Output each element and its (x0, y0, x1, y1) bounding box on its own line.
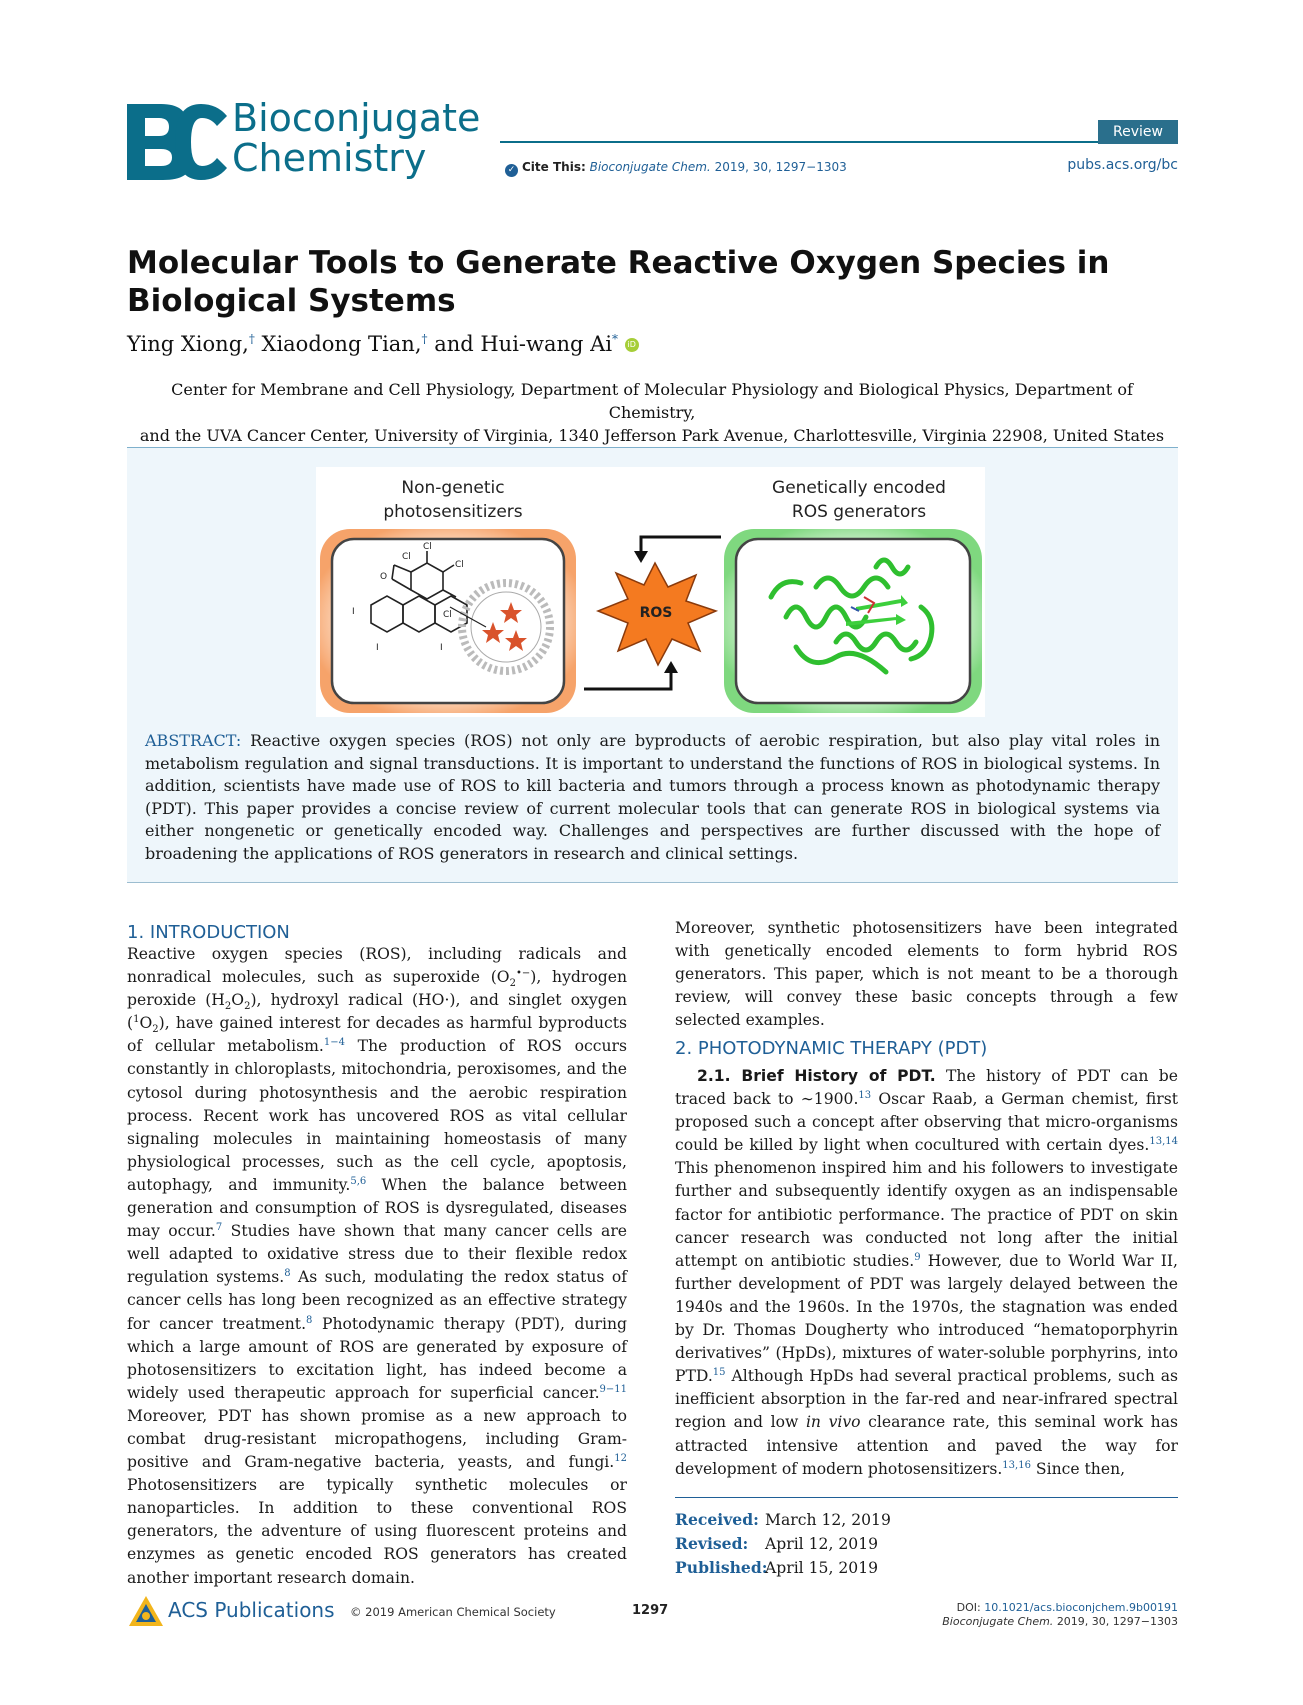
text-run: Oscar Raab, a German chemist, first proposed such a concept after observing that micro-organisms could be killed by light when cocultured with certain dyes. (675, 1090, 1179, 1155)
reference-link[interactable]: 1−4 (323, 1037, 345, 1049)
text-run: As such, modulating the redox status of cancer cells has long been recognized as an effective strategy for cancer treatment. (127, 1268, 627, 1333)
received-label: Received: (675, 1510, 759, 1529)
text-run: The production of ROS occurs constantly in chloroplasts, mitochondria, peroxisomes, and the cytosol during photosynthesis and the aerobic respiration process. Recent work has uncovered ROS as vital cellular signaling molecules in maintaining homeostasis of many physiological processes, such as the cell cycle, apoptosis, autophagy, and immunity. (127, 1037, 627, 1194)
reference-link[interactable]: 7 (215, 1221, 223, 1233)
text-run: This phenomenon inspired him and his followers to investigate further and subsequently identify oxygen as an indispensable factor for antibiotic performance. The practice of PDT on skin cancer research was conducted not long after the initial attempt on antibiotic studies. (675, 1159, 1178, 1270)
atom-label: Cl (423, 542, 432, 552)
atom-label: Cl (455, 560, 464, 570)
toc-left-label-2: photosensitizers (383, 502, 523, 522)
toc-right-label-1: Genetically encoded (772, 478, 946, 498)
text-run: Photosensitizers are typically synthetic molecules or nanoparticles. In addition to these conventional ROS generators, the adventure of using fluorescent proteins and enzymes as genetic encoded ROS generators has created another important research domain. (127, 1476, 627, 1587)
subscript: 2 (224, 1001, 232, 1013)
author-list (127, 332, 639, 356)
text-run: clearance rate, this seminal work has attracted intensive attention and paved the way for development of modern photosensitizers. (675, 1413, 1179, 1478)
toc-graphic (316, 467, 985, 717)
text-run: ), have gained interest for decades as harmful byproducts of cellular metabolism. (127, 1014, 627, 1056)
author-mark: * (612, 332, 619, 346)
atom-label: I (440, 643, 443, 653)
reference-link[interactable]: 8 (306, 1314, 313, 1326)
arrow-head-icon (634, 551, 648, 563)
affiliation-line: Center for Membrane and Cell Physiology, Department of Molecular Physiology and Biological Physics, Department of Chemistry, (171, 380, 1133, 422)
subscript: 2 (509, 978, 516, 990)
header-rule (500, 141, 1178, 143)
text-run: ), hydroxyl radical (HO·), and singlet oxygen ( (127, 991, 627, 1033)
subscript: 2 (152, 1024, 159, 1036)
page-number: 1297 (632, 1603, 669, 1618)
reference-link[interactable]: 9 (914, 1251, 921, 1263)
text-run: Although HpDs had several practical problems, such as inefficient absorption in the far-red and near-infrared spectral region and low (675, 1367, 1178, 1432)
atom-label: Cl (443, 610, 452, 620)
affiliation-line: and the UVA Cancer Center, University of Virginia, 1340 Jefferson Park Avenue, Charlottesville, Virginia 22908, United States (139, 426, 1165, 445)
subsection-heading: 2.1. Brief History of PDT. (697, 1067, 936, 1085)
doi-block (942, 1601, 1178, 1629)
footer-journal: Bioconjugate Chem. (942, 1615, 1054, 1628)
reference-link[interactable]: 13 (858, 1089, 872, 1101)
text-run: ), hydrogen peroxide (H (127, 968, 627, 1010)
abstract-body: Reactive oxygen species (ROS) not only are byproducts of aerobic respiration, but also play vital roles in metabolism regulation and signal transductions. It is important to understand the functions of ROS in biological systems. In addition, scientists have made use of ROS to kill bacteria and tumors through a process known as photodynamic therapy (PDT). This paper provides a concise review of current molecular tools that can generate ROS in biological systems via either nongenetic or genetically encoded way. Challenges and perspectives are further discussed with the hope of broadening the applications of ROS generators in research and clinical settings. (145, 731, 1160, 863)
text-run: O (231, 991, 245, 1010)
text-run: When the balance between generation and consumption of ROS is dysregulated, diseases may occur. (127, 1175, 628, 1241)
author-name[interactable]: Xiaodong Tian, (261, 332, 422, 356)
text-run: Moreover, PDT has shown promise as a new approach to combat drug-resistant micropathogens, including Gram-positive and Gram-negative bacteria, yeasts, and fungi. (127, 1406, 627, 1472)
author-mark: † (421, 332, 428, 346)
reference-link[interactable]: 5,6 (350, 1175, 367, 1187)
cite-journal: Bioconjugate Chem. (589, 160, 711, 174)
publication-dates (675, 1508, 891, 1580)
reference-link[interactable]: 12 (614, 1452, 627, 1464)
copyright: © 2019 American Chemical Society (350, 1605, 556, 1619)
author-name[interactable]: and Hui-wang Ai (434, 332, 613, 356)
arrow-bottom (584, 671, 671, 689)
section-heading-introduction: 1. INTRODUCTION (127, 922, 290, 943)
atom-label: I (465, 603, 468, 613)
article-type-badge: Review (1098, 120, 1178, 144)
reference-link[interactable]: 13,16 (1002, 1459, 1031, 1471)
journal-logo-bc (125, 100, 229, 184)
check-icon: ✓ (505, 164, 518, 177)
text-run: Reactive oxygen species (ROS), including radicals and nonradical molecules, such as superoxide (O (127, 945, 627, 987)
atom-label: I (376, 643, 379, 653)
author-name[interactable]: Ying Xiong, (127, 332, 249, 356)
reference-link[interactable]: 9−11 (599, 1383, 627, 1395)
orcid-icon[interactable]: iD (625, 338, 639, 352)
reference-link[interactable]: 13,14 (1149, 1136, 1178, 1148)
text-run: Since then, (1030, 1459, 1126, 1478)
arrow-head-icon (664, 661, 678, 673)
atom-label: O (380, 572, 388, 582)
doi-link[interactable]: 10.1021/acs.bioconjchem.9b00191 (984, 1601, 1178, 1614)
journal-name-line1: Bioconjugate (232, 96, 481, 140)
section-heading-pdt: 2. PHOTODYNAMIC THERAPY (PDT) (675, 1038, 988, 1059)
italic-run: in vivo (805, 1413, 861, 1432)
doi-label: DOI: (956, 1601, 981, 1614)
reference-link[interactable]: 15 (712, 1367, 726, 1379)
affiliation (127, 378, 1177, 447)
revised-date: April 12, 2019 (765, 1535, 879, 1553)
published-date: April 15, 2019 (765, 1559, 879, 1577)
superscript: •− (515, 967, 531, 979)
superscript: 1 (133, 1014, 140, 1026)
atom-label: Cl (402, 552, 411, 562)
journal-name-line2: Chemistry (232, 136, 427, 180)
toc-right-label-2: ROS generators (791, 502, 927, 522)
acs-logo-icon[interactable] (127, 1594, 165, 1630)
cite-this[interactable] (505, 160, 847, 177)
cite-label: Cite This: (522, 160, 586, 174)
text-run: O (139, 1014, 153, 1033)
publisher-name[interactable]: ACS Publications (168, 1598, 335, 1622)
author-mark: † (248, 332, 255, 346)
intro-paragraph (127, 943, 627, 1590)
intro-paragraph-continued: Moreover, synthetic photosensitizers have been integrated with genetically encoded elements to form hybrid ROS generators. This paper, which is not meant to be a thorough review, will convey these basic concepts through a few selected examples. (675, 919, 1178, 1030)
atom-label: I (352, 607, 355, 617)
cite-details: 2019, 30, 1297−1303 (714, 160, 847, 174)
revised-label: Revised: (675, 1534, 749, 1553)
text-run: However, due to World War II, further development of PDT was largely delayed between the 1940s and the 1960s. In the 1970s, the stagnation was ended by Dr. Thomas Dougherty who introduced “hematoporphyrin derivatives” (HpDs), mixtures of water-soluble porphyrins, into PTD. (675, 1251, 1178, 1386)
ros-label: ROS (639, 605, 673, 621)
text-run: Photodynamic therapy (PDT), during which a large amount of ROS are generated by exposure of photosensitizers to excitation light, has indeed become a widely used therapeutic approach for superficial cancer. (127, 1314, 628, 1402)
article-title: Molecular Tools to Generate Reactive Oxygen Species in Biological Systems (127, 245, 1110, 319)
footer-citation: 2019, 30, 1297−1303 (1056, 1615, 1178, 1628)
text-run: Studies have shown that many cancer cells are well adapted to oxidative stress due to their flexible redox regulation systems. (127, 1222, 628, 1287)
abstract-paragraph (145, 730, 1160, 866)
journal-website-link[interactable]: pubs.acs.org/bc (1067, 157, 1178, 173)
journal-name (232, 98, 480, 178)
arrow-top (641, 537, 721, 553)
pdt-history-paragraph (675, 1065, 1178, 1481)
received-date: March 12, 2019 (765, 1511, 891, 1529)
dates-divider (675, 1497, 1178, 1498)
toc-left-label-1: Non-genetic (401, 478, 505, 498)
subscript: 2 (244, 1001, 251, 1013)
published-label: Published: (675, 1558, 768, 1577)
reference-link[interactable]: 8 (284, 1268, 291, 1280)
text-run: The history of PDT can be traced back to ∼1900. (675, 1067, 1178, 1109)
abstract-label: ABSTRACT: (145, 731, 242, 750)
